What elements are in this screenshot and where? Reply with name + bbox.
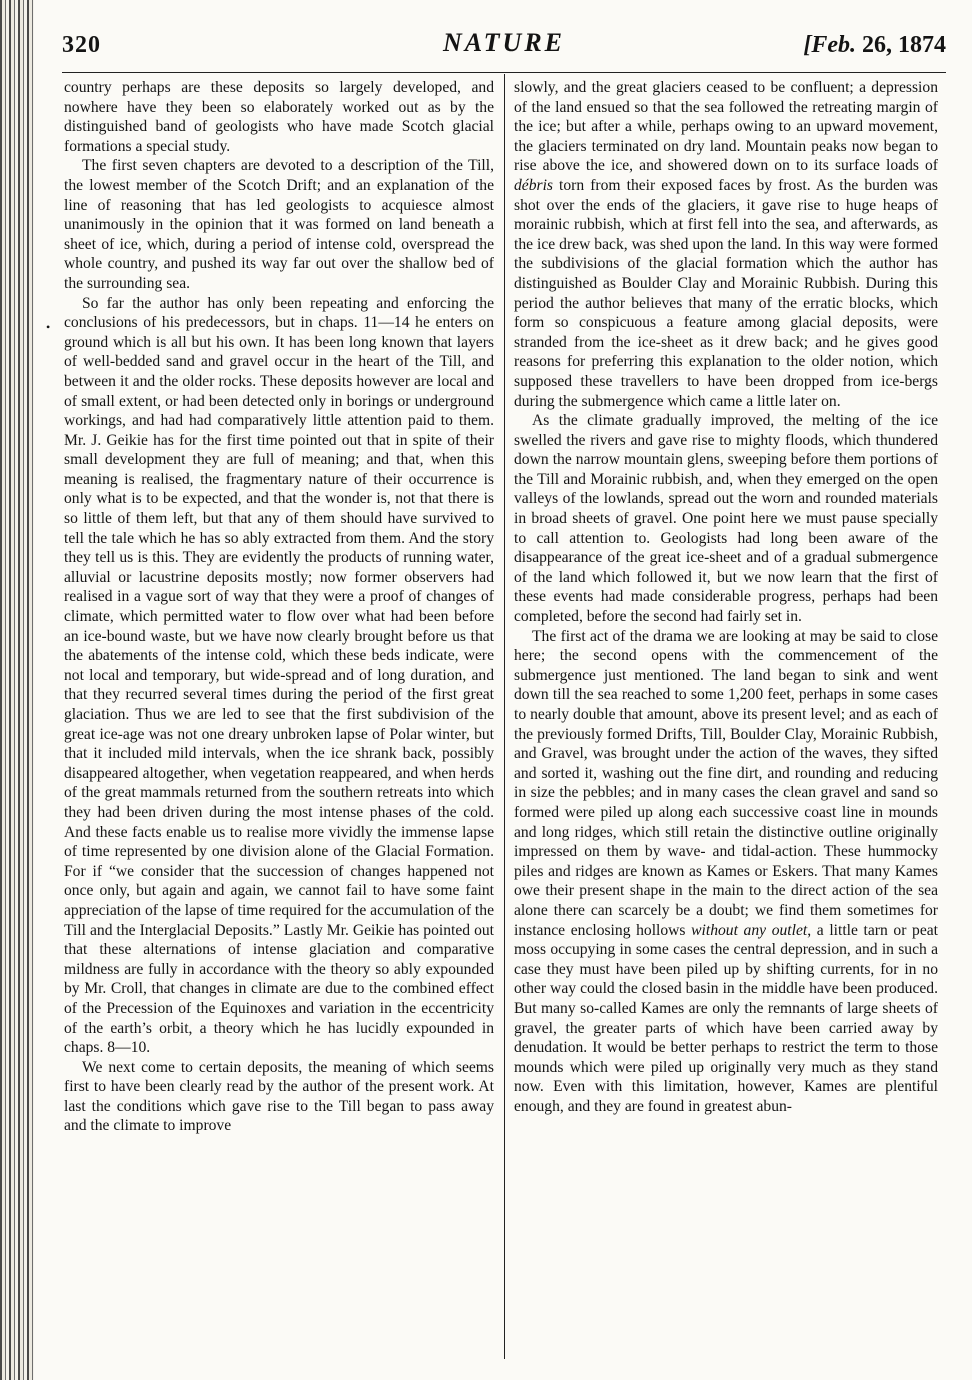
left-paragraph-3: So far the author has only been repeating and enforcing the conclusions of his predecessors, but in chaps. 11—14 he enters on ground which is all but his own. It has been long known that layers of well-bedded sand and gravel occur in the heart of the Till, and between it and the older rocks. These deposits however are local and of small extent, or had been detected only in borings or underground workings, and had had comparatively little attention paid to them. Mr. J. Geikie has for the first time pointed out that in spite of their small development they are full of meaning; and that, when this meaning is realised, the fragmentary nature of their occurrence is only what is to be expected, and that the wonder is, not that there is so little of them left, but that any of them should have survived to tell the tale which he has so ably extracted from them. And the story they tell us is this. They are evidently the products of running water, alluvial or lacustrine deposits mostly; now former observers had realised in a vague sort of way that they were a proof of changes of climate, which permitted water to flow over what had been before an ice-bound waste, but we have now clearly brought before us that the abatements of the intense cold, which these beds indicate, were not local and temporary, but wide-spread and of long duration, and that they recurred several times during the period of the first great glaciation. Thus we are led to see that the first subdivision of the great ice-age was not one dreary unbroken lapse of Polar winter, but that it included mild intervals, when the ice shrank back, possibly disappeared altogether, when vegetation reappeared, and when herds of the great mammals returned from the southern retreats into which they had been driven during the most intense phases of the cold. And these facts enable us to realise more vividly the immense lapse of time represented by one division alone of the Glacial Formation. For if “we consider that the succession of changes happened not once only, but again and again, we cannot fail to have some faint appreciation of the lapse of time required for the accumulation of the Till and the Interglacial Deposits.” Lastly Mr. Geikie has pointed out that these alternations of intense glaciation and comparative mildness are fully in accordance with the theory so ably expounded by Mr. Croll, that changes in climate are due to the combined effect of the Precession of the Equinoxes and variation in the eccentricity of the earth’s orbit, a theory which he has lucidly expounded in chaps. 8—10. (64, 294, 494, 1057)
date-month: Feb. (811, 32, 856, 58)
left-column (64, 78, 494, 1136)
left-paragraph-2: The first seven chapters are devoted to a description of the Till, the lowest member of the Scotch Drift; and an explanation of the line of reasoning that has led geologists to acquiesce almost unanimously in the opinion that it was formed on land beneath a sheet of ice, which, during a period of intense cold, overspread the whole country, and pushed its way far out over the shallow bed of the surrounding sea. (64, 157, 494, 292)
journal-title: NATURE (442, 28, 566, 57)
page-binding-edge (0, 0, 34, 1380)
page-number: 320 (62, 32, 101, 58)
right-paragraph-1 (514, 78, 938, 411)
date-bracket: [ (803, 32, 812, 58)
issue-date (803, 32, 946, 59)
right-p1-text-a: slowly, and the great glaciers ceased to be confluent; a depression of the land ensued so that the sea followed the retreating margin of the ice; but after a while, perhaps owing to an upward movement, the glaciers terminated on dry land. Mountain peaks now began to rise above the ice, and showered down on to its surface loads of (514, 79, 938, 175)
column-divider (504, 74, 505, 1359)
without-outlet-italic: without any outlet (691, 921, 808, 939)
left-paragraph-4: We next come to certain deposits, the meaning of which seems first to have been clearly read by the author of the present work. At last the conditions which gave rise to the Till began to pass away and the climate to improve (64, 1058, 494, 1135)
left-paragraph-1: country perhaps are these deposits so largely developed, and nowhere have they been so elaborately worked out as by the distinguished band of geologists who have made Scotch glacial formations a special study. (64, 79, 494, 155)
right-column (514, 78, 938, 1116)
right-paragraph-2: As the climate gradually improved, the melting of the ice swelled the rivers and gave rise to mighty floods, which thundered down the narrow mountain glens, sweeping before them portions of the Till and Morainic rubbish, and, when they emerged on the open valleys of the lowlands, spread out the worn and rounded materials in broad sheets of gravel. One point here we must pause specially to call attention to. Geologists had long been aware of the disappearance of the great ice-sheet and of a gradual submergence of the land which followed it, but we now learn that the first of these events had made considerable progress, perhaps had been completed, before the second had fairly set in. (514, 412, 938, 626)
header-rule (62, 72, 946, 73)
debris-italic: débris (514, 176, 553, 194)
date-day-year: 26, 1874 (856, 32, 946, 58)
margin-mark: • (46, 320, 51, 334)
page-header (62, 28, 946, 68)
right-p1-text-b: torn from their exposed faces by frost. As the burden was shot over the ends of the glaciers, it gave rise to huge heaps of morainic rubbish, which at first fell into the sea, and afterwards, as the ice drew back, was shed upon the land. In this way were formed the subdivisions of the glacial formation which the author has distinguished as Boulder Clay and Morainic Rubbish. During this period the author believes that many of the erratic blocks, which form so conspicuous a feature among glacial deposits, were stranded from the ice-sheet as it drew back; and he gives good reasons for preferring this explanation to the older notion, which supposed these travellers to have been dropped from ice-bergs during the submergence which came a little later on. (514, 176, 938, 410)
right-paragraph-3 (514, 627, 938, 1117)
right-p3-text-b: , a little tarn or peat moss occupying in some cases the central depression, and in such a case they must have been piled up by shifting currents, for in no other way could the closed basin in the middle have been produced. But many so-called Kames are only the remnants of large sheets of gravel, the greater parts of which have been carried away by denudation. It would be better perhaps to restrict the term to those mounds which were piled up originally very much as they stand now. Even with this limitation, however, Kames are plentiful enough, and they are found in greatest abun- (514, 921, 938, 1115)
right-p3-text-a: The first act of the drama we are looking at may be said to close here; the second opens with the commencement of the submergence just mentioned. The land began to sink and went down till the sea reached to some 1,200 feet, perhaps in some cases to nearly double that amount, above its present level; and as each of the previously formed Drifts, Till, Boulder Clay, Morainic Rubbish, and Gravel, was brought under the action of the waves, they sifted and sorted it, washing out the fine dirt, and rounding and reducing in size the pebbles; and in many cases the clean gravel and sand so formed were piled up along each successive coast line in mounds and long ridges, which still retain the distinctive outline originally impressed on them by wave- and tidal-action. These hummocky piles and ridges are known as Kames or Eskers. That many Kames owe their present shape in the main to the direct action of the sea alone there can scarcely be a doubt; we find them sometimes for instance enclosing hollows (514, 627, 938, 939)
